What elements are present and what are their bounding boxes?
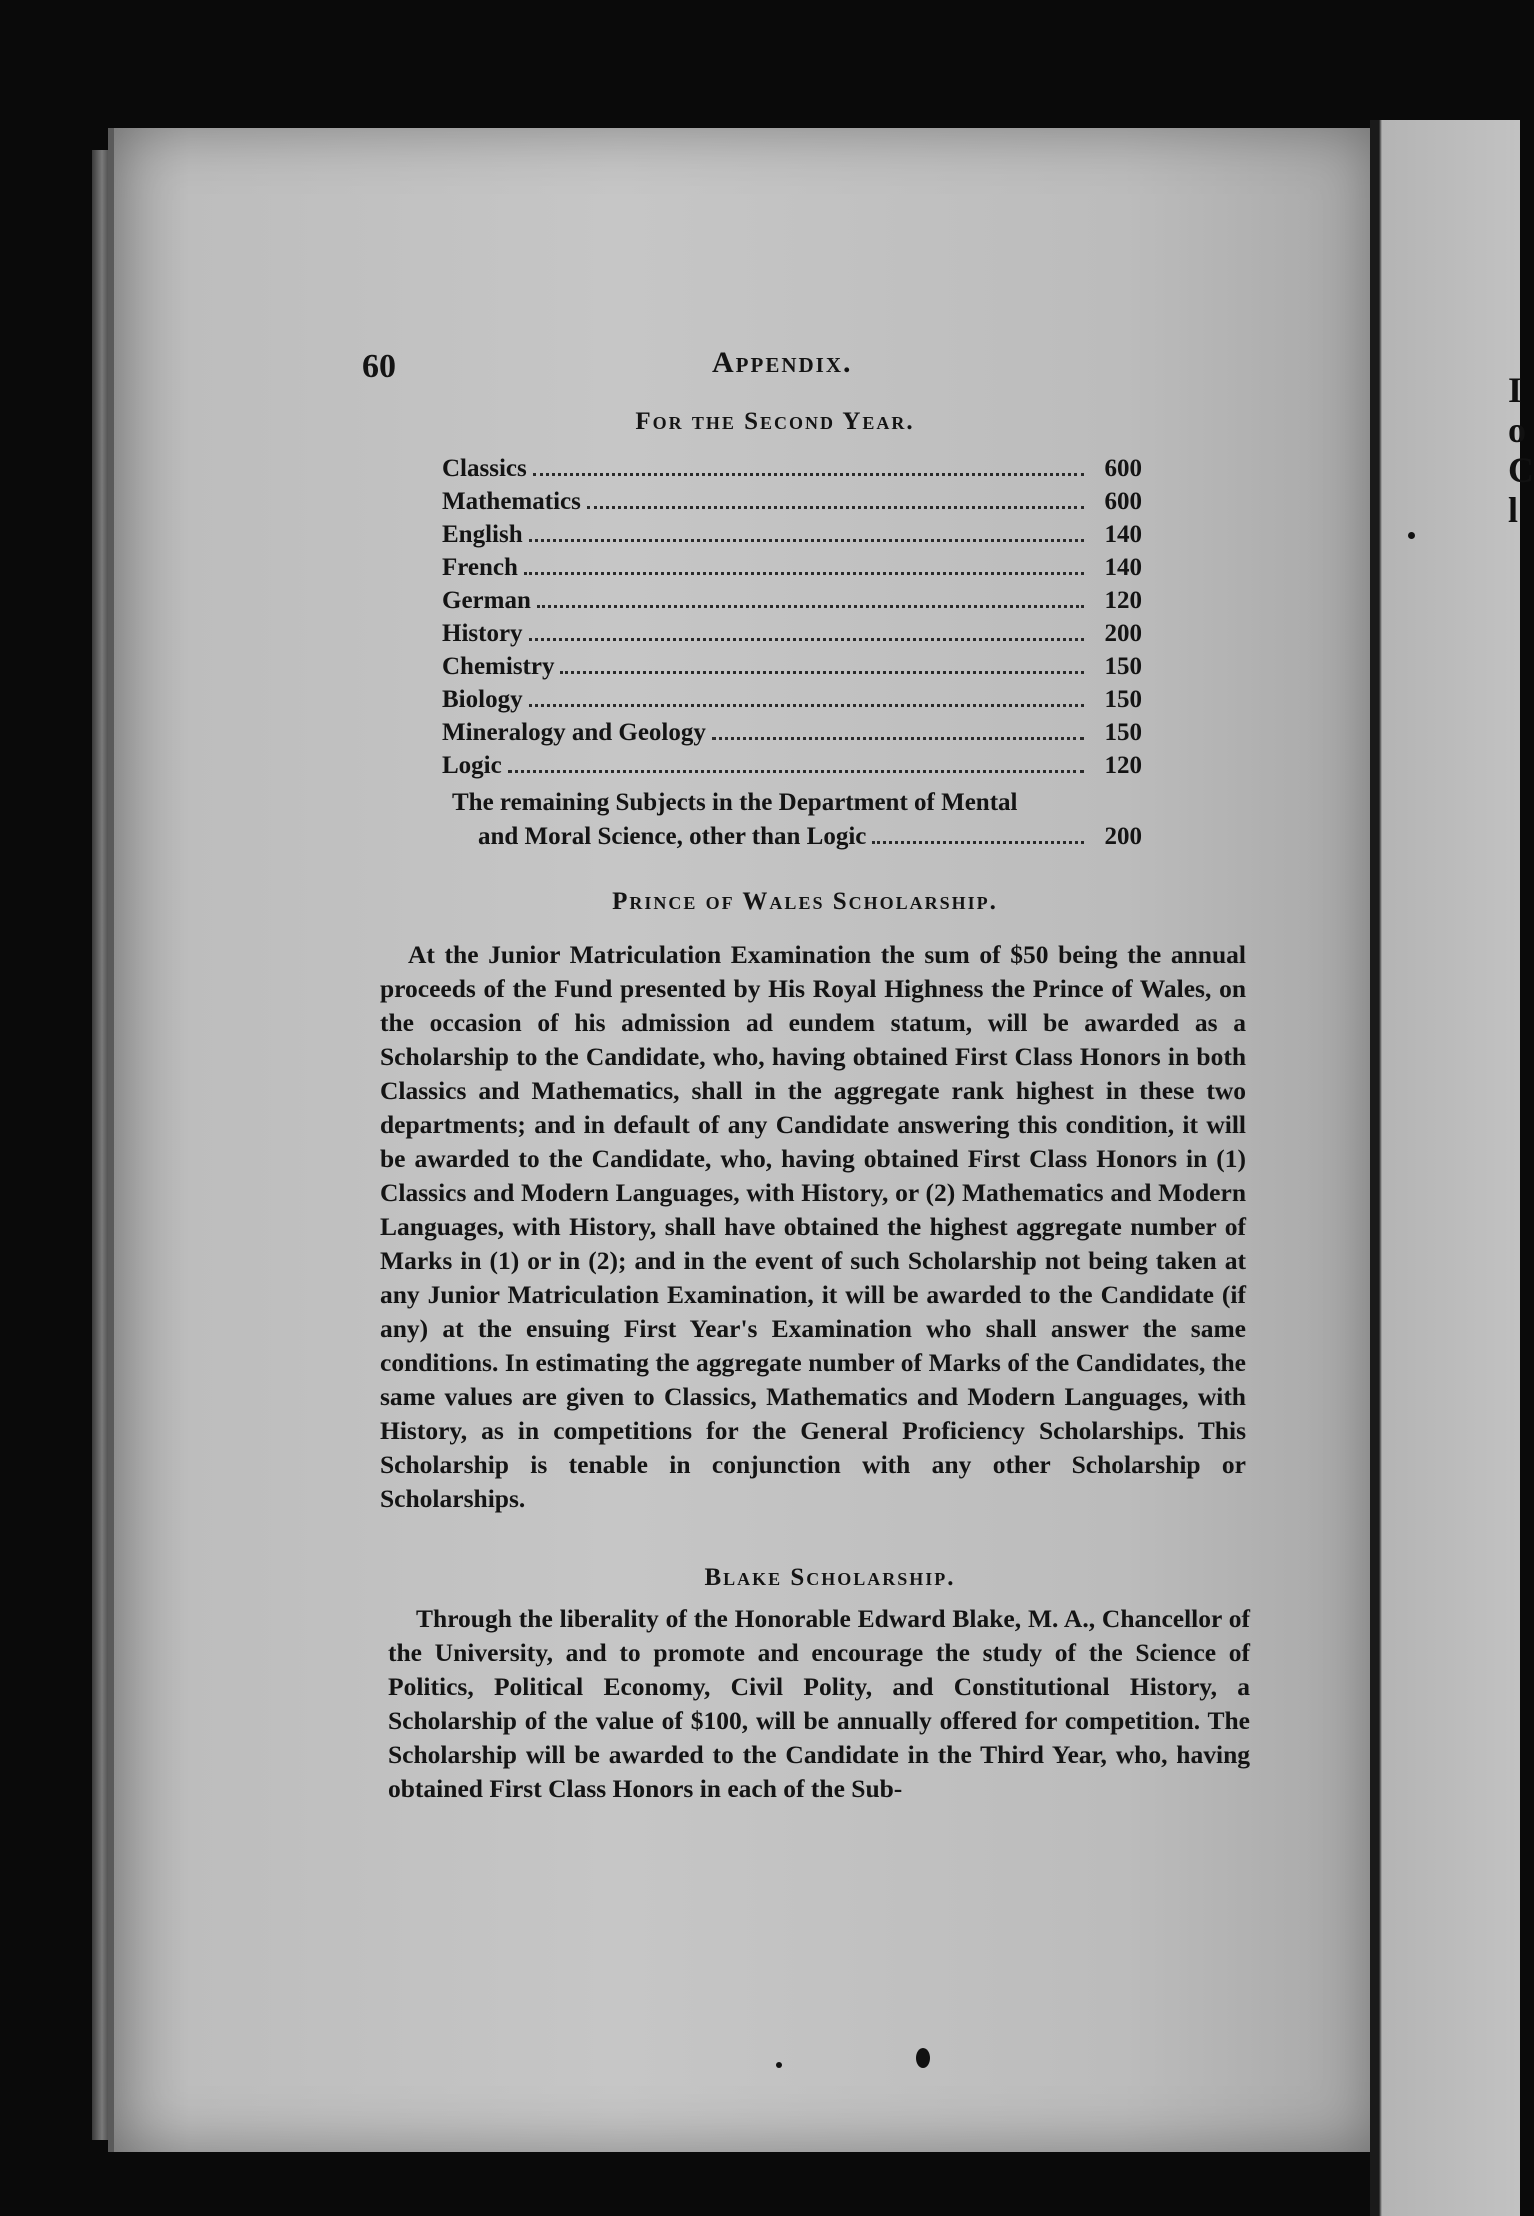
page-number: 60 [362, 348, 396, 385]
facing-page-char: l [1508, 490, 1519, 530]
subject-label: Classics [442, 455, 527, 482]
running-head: Appendix. [712, 346, 853, 379]
dot-leader [712, 737, 1084, 740]
marks-value: 150 [1104, 653, 1142, 680]
subject-label-line2-row [452, 820, 1142, 854]
marks-row [442, 455, 1142, 488]
marks-row [442, 554, 1142, 587]
marks-row [442, 653, 1142, 686]
marks-value: 140 [1104, 521, 1142, 548]
dot-leader [529, 539, 1084, 542]
marks-value: 600 [1104, 455, 1142, 482]
marks-section-title: For the Second Year. [635, 408, 915, 435]
dot-leader [537, 605, 1084, 608]
prince-of-wales-heading: Prince of Wales Scholarship. [612, 888, 998, 915]
marks-row [442, 587, 1142, 620]
subject-label: Mineralogy and Geology [442, 719, 706, 746]
marks-value: 120 [1104, 752, 1142, 779]
marks-row [442, 521, 1142, 554]
blake-heading: Blake Scholarship. [704, 1564, 956, 1591]
subject-label: English [442, 521, 523, 548]
marks-value: 120 [1104, 587, 1142, 614]
prince-of-wales-paragraph [380, 938, 1246, 1516]
marks-value: 200 [1104, 823, 1142, 850]
subject-label: French [442, 554, 518, 581]
ink-spot [776, 2062, 782, 2068]
dot-leader [872, 841, 1084, 844]
marks-row [442, 686, 1142, 719]
dot-leader [533, 473, 1084, 476]
dot-leader [560, 671, 1084, 674]
paragraph-text: Through the liberality of the Honorable Edward Blake, M. A., Chancellor of the University, and to promote and encourage the study of the Science of Politics, Political Economy, Civil Polity, and Constitutional History, a Scholarship of the value of $100, will be annually offered for competition. The Scholarship will be awarded to the Candidate in the Third Year, who, having obtained First Class Honors in each of the Sub- [388, 1604, 1250, 1803]
facing-page-char: o [1508, 410, 1526, 450]
marks-row-remaining-subjects [452, 786, 1142, 854]
facing-page-fragments [1508, 370, 1534, 530]
marks-row [442, 719, 1142, 752]
marks-row [442, 752, 1142, 785]
facing-page [1370, 120, 1520, 2216]
ink-spot [1408, 532, 1415, 539]
marks-row [442, 488, 1142, 521]
marks-row [442, 620, 1142, 653]
marks-table [442, 455, 1142, 785]
blake-paragraph [388, 1602, 1250, 1806]
dot-leader [508, 770, 1084, 773]
facing-page-char: C [1508, 450, 1534, 490]
dot-leader [524, 572, 1084, 575]
subject-label: Mathematics [442, 488, 581, 515]
paragraph-text: At the Junior Matriculation Examination the sum of $50 being the annual proceeds of the Fund presented by His Royal Highness the Prince of Wales, on the occasion of his admission ad eundem statum, will be awarded as a Scholarship to the Candidate, who, having obtained First Class Honors in both Classics and Mathematics, shall in the aggregate rank highest in these two departments; and in default of any Candidate answering this condition, it will be awarded to the Candidate, who, having obtained First Class Honors in (1) Classics and Modern Languages, with History, or (2) Mathematics and Modern Languages, with History, shall have obtained the highest aggregate number of Marks in (1) or in (2); and in the event of such Scholarship not being taken at any Junior Matriculation Examination, it will be awarded to the Candidate (if any) at the ensuing First Year's Examination who shall answer the same conditions. In estimating the aggregate number of Marks of the Candidates, the same values are given to Classics, Mathematics and Modern Languages, with History, as in competitions for the General Proficiency Scholarships. This Scholarship is tenable in conjunction with any other Scholarship or Scholarships. [380, 940, 1246, 1513]
dot-leader [529, 704, 1084, 707]
marks-value: 150 [1104, 719, 1142, 746]
subject-label-line2: and Moral Science, other than Logic [478, 823, 867, 850]
subject-label: History [442, 620, 523, 647]
dot-leader [529, 638, 1084, 641]
marks-value: 200 [1104, 620, 1142, 647]
subject-label: Chemistry [442, 653, 555, 680]
facing-page-char: I [1508, 370, 1523, 410]
subject-label: German [442, 587, 531, 614]
marks-value: 600 [1104, 488, 1142, 515]
marks-value: 150 [1104, 686, 1142, 713]
subject-label: Biology [442, 686, 523, 713]
dot-leader [587, 506, 1084, 509]
marks-value: 140 [1104, 554, 1142, 581]
subject-label: Logic [442, 752, 502, 779]
subject-label-line1: The remaining Subjects in the Department of Mental [452, 789, 1018, 816]
ink-spot [916, 2048, 930, 2068]
